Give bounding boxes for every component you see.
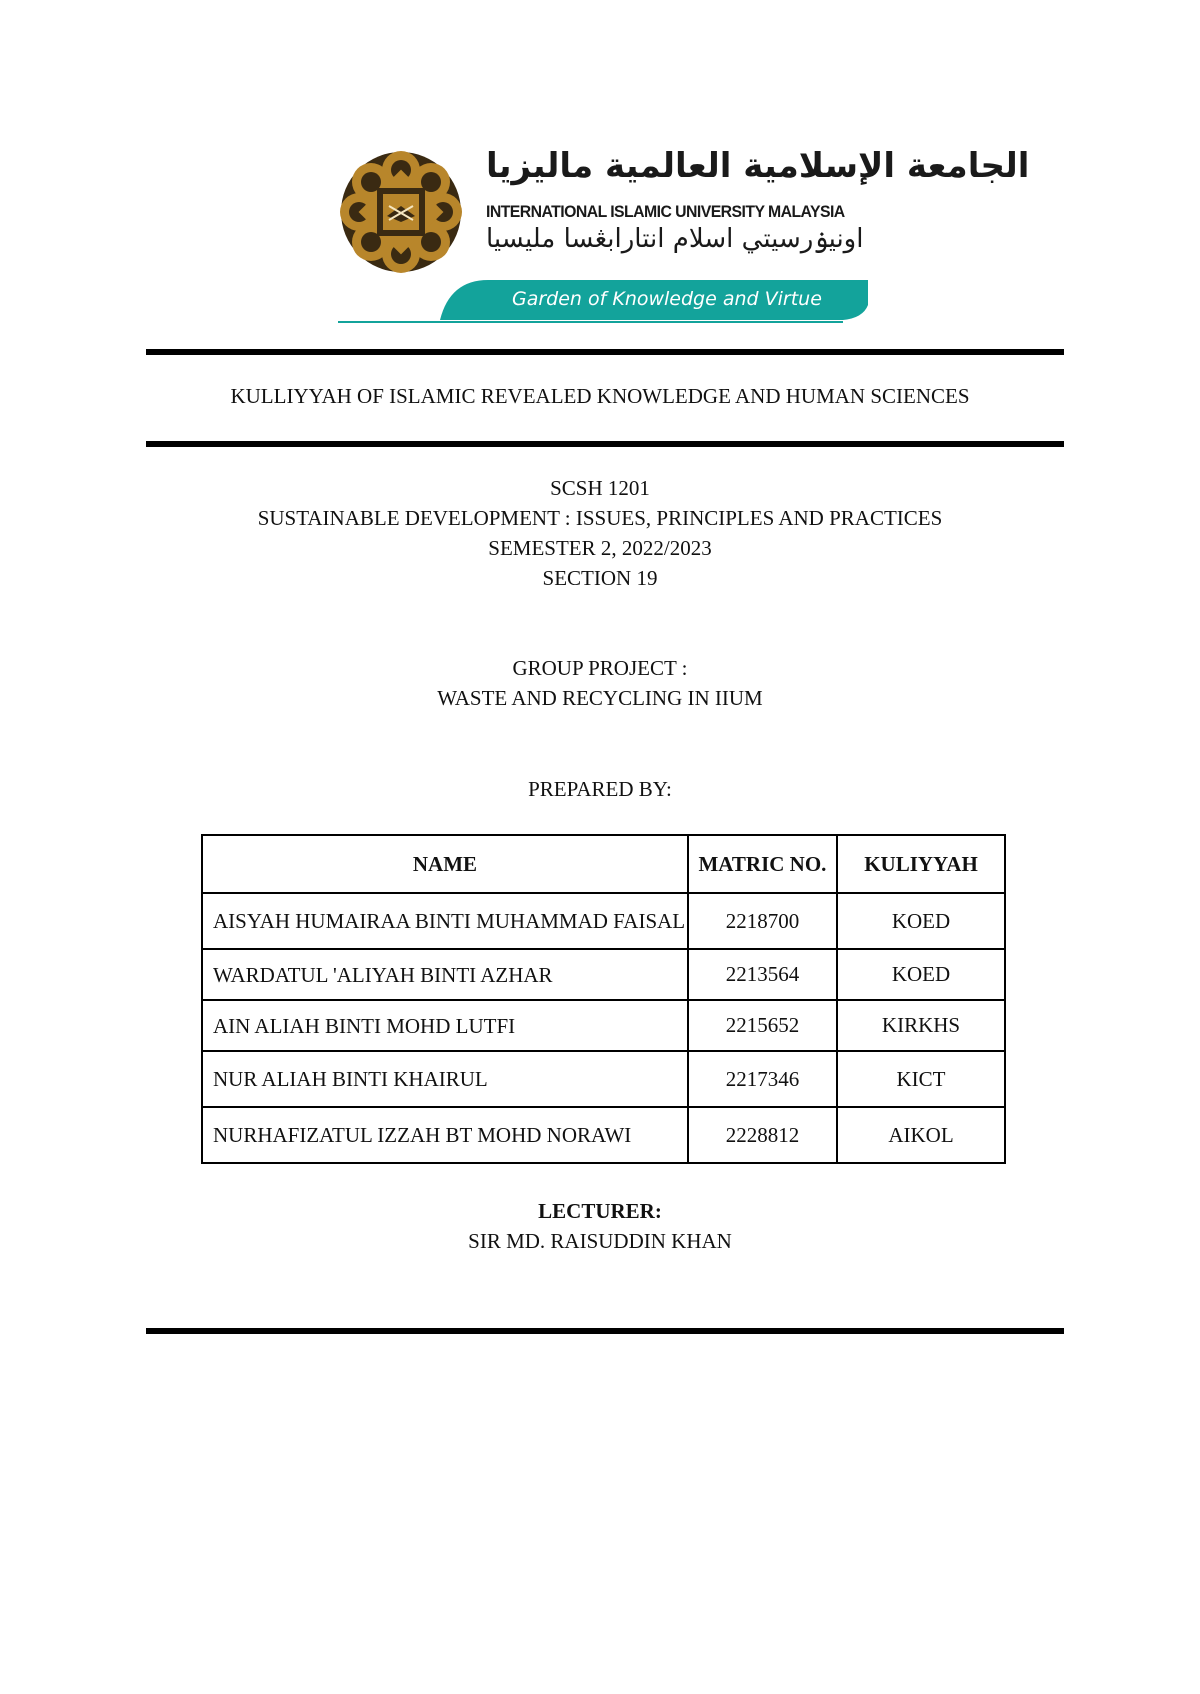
member-name: AISYAH HUMAIRAA BINTI MUHAMMAD FAISAL bbox=[202, 893, 688, 949]
course-code: SCSH 1201 bbox=[550, 476, 650, 500]
member-kuliyyah: KICT bbox=[837, 1051, 1005, 1107]
member-matric: 2218700 bbox=[688, 893, 837, 949]
semester: SEMESTER 2, 2022/2023 bbox=[488, 536, 712, 560]
member-matric: 2215652 bbox=[688, 1000, 837, 1051]
table-row bbox=[202, 949, 1005, 1000]
table-row bbox=[202, 1000, 1005, 1051]
header-divider bbox=[146, 441, 1064, 447]
members-table bbox=[201, 834, 1006, 1164]
project-label: GROUP PROJECT : bbox=[512, 656, 688, 680]
header-matric: MATRIC NO. bbox=[688, 835, 837, 893]
member-name: NURHAFIZATUL IZZAH BT MOHD NORAWI bbox=[202, 1107, 688, 1163]
prepared-by-label: PREPARED BY: bbox=[528, 777, 672, 801]
member-name: WARDATUL 'ALIYAH BINTI AZHAR bbox=[202, 949, 688, 1000]
table-header-row bbox=[202, 835, 1005, 893]
header-name: NAME bbox=[202, 835, 688, 893]
bottom-divider bbox=[146, 1328, 1064, 1334]
university-name-arabic: الجامعة الإسلامية العالمية ماليزيا bbox=[486, 146, 1030, 186]
section: SECTION 19 bbox=[542, 566, 658, 590]
course-title: SUSTAINABLE DEVELOPMENT : ISSUES, PRINCIPLES AND PRACTICES bbox=[257, 506, 943, 530]
member-kuliyyah: KIRKHS bbox=[837, 1000, 1005, 1051]
lecturer-name: SIR MD. RAISUDDIN KHAN bbox=[468, 1229, 732, 1253]
university-name-jawi: اونيۏرسيتي اسلام انتارابڠسا مليسيا bbox=[486, 224, 864, 254]
member-kuliyyah: AIKOL bbox=[837, 1107, 1005, 1163]
member-name: AIN ALIAH BINTI MOHD LUTFI bbox=[202, 1000, 688, 1051]
university-motto: Garden of Knowledge and Virtue bbox=[512, 288, 822, 310]
member-matric: 2217346 bbox=[688, 1051, 837, 1107]
lecturer-label: LECTURER: bbox=[538, 1199, 662, 1223]
header-kuliyyah: KULIYYAH bbox=[837, 835, 1005, 893]
iium-logo bbox=[338, 140, 1030, 325]
top-divider bbox=[146, 349, 1064, 355]
member-name: NUR ALIAH BINTI KHAIRUL bbox=[202, 1051, 688, 1107]
member-matric: 2213564 bbox=[688, 949, 837, 1000]
table-row bbox=[202, 893, 1005, 949]
kulliyyah-title: KULLIYYAH OF ISLAMIC REVEALED KNOWLEDGE AND HUMAN SCIENCES bbox=[230, 384, 970, 408]
table-row bbox=[202, 1051, 1005, 1107]
table-row bbox=[202, 1107, 1005, 1163]
member-kuliyyah: KOED bbox=[837, 949, 1005, 1000]
university-name-english: INTERNATIONAL ISLAMIC UNIVERSITY MALAYSIA bbox=[486, 202, 845, 221]
member-matric: 2228812 bbox=[688, 1107, 837, 1163]
project-title: WASTE AND RECYCLING IN IIUM bbox=[437, 686, 763, 710]
member-kuliyyah: KOED bbox=[837, 893, 1005, 949]
